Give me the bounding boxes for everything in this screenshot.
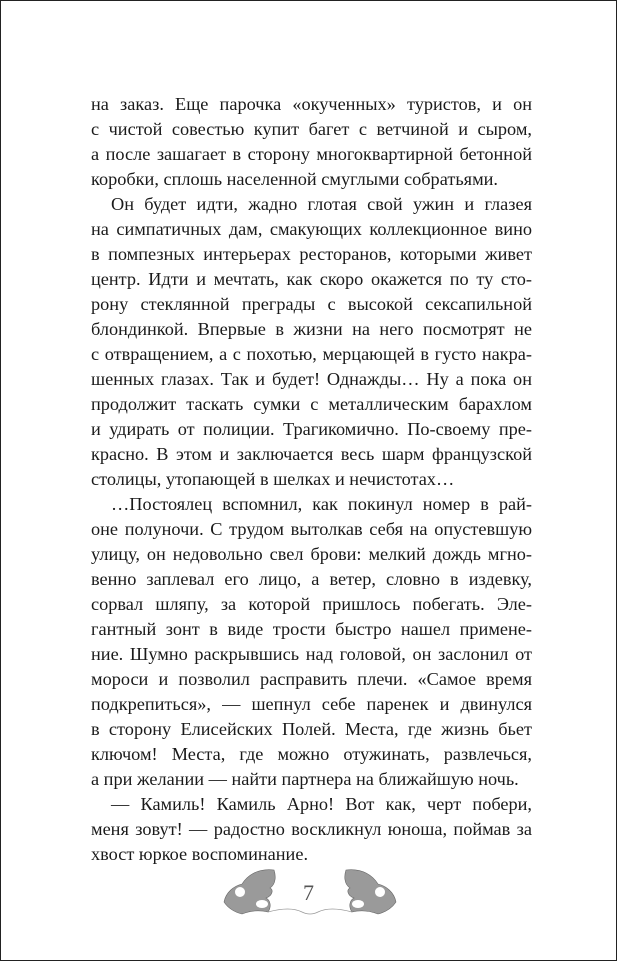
text-line: в сторону Елисейских Полей. Места, где жизнь бьет — [91, 719, 532, 739]
text-line: на заказ. Еще парочка «окученных» туристов, и он — [91, 94, 532, 114]
text-line: оне полуночи. С трудом вытолкав себя на опустевшую — [91, 519, 532, 539]
text-line: улицу, он недовольно свел брови: мелкий дождь мгно- — [91, 544, 532, 564]
text-line: ние. Шумно раскрывшись над головой, он заслонил от — [91, 644, 532, 664]
text-line: — Камиль! Камиль Арно! Вот как, черт побери, — [111, 794, 532, 814]
text-line: хвост юркое воспоминание. — [91, 844, 309, 864]
text-line: и удирать от полиции. Трагикомично. По-своему пре- — [91, 419, 532, 439]
body-text — [91, 92, 532, 867]
text-line: коробки, сплошь населенной смуглыми собратьями. — [91, 169, 498, 189]
text-line: шенных глазах. Так и будет! Однажды… Ну а пока он — [91, 369, 532, 389]
text-line: Он будет идти, жадно глотая свой ужин и глазея — [111, 194, 532, 214]
text-line: гантный зонт в виде трости быстро нашел примене- — [91, 619, 532, 639]
text-line: …Постоялец вспомнил, как покинул номер в рай- — [111, 494, 532, 514]
text-line: центр. Идти и мечтать, как скоро окажется по ту сто- — [91, 269, 532, 289]
page-number: 7 — [303, 880, 314, 905]
text-line: а при желании — найти партнера на ближайшую ночь. — [91, 769, 519, 789]
text-line: продолжит таскать сумки с металлическим барахлом — [91, 394, 532, 414]
text-line: рону стеклянной преграды с высокой сексапильной — [91, 294, 532, 314]
text-line: в помпезных интерьерах ресторанов, которыми живет — [91, 244, 532, 264]
text-line: сорвал шляпу, за которой пришлось побегать. Эле- — [91, 594, 532, 614]
text-line: блондинкой. Впервые в жизни на него посмотрят не — [91, 319, 532, 339]
text-line: столицы, утопающей в шелках и нечистотах… — [91, 469, 455, 489]
text-line: меня зовут! — радостно воскликнул юноша, поймав за — [91, 819, 532, 839]
text-line: красно. В этом и заключается весь шарм французской — [91, 444, 532, 464]
text-line: на симпатичных дам, смакующих коллекционное вино — [91, 219, 532, 239]
text-line: венно заплевал его лицо, а ветер, словно в издевку, — [91, 569, 532, 589]
text-line: мороси и позволил расправить плечи. «Самое время — [91, 669, 532, 689]
text-line: а после зашагает в сторону многоквартирной бетонной — [91, 144, 532, 164]
text-line: с отвращением, а с похотью, мерцающей в густо накра- — [91, 344, 532, 364]
text-line: с чистой совестью купит багет с ветчиной и сыром, — [91, 119, 532, 139]
text-line: подкрепиться», — шепнул себе паренек и двинулся — [91, 694, 532, 714]
text-line: ключом! Места, где можно отужинать, развлечься, — [91, 744, 532, 764]
